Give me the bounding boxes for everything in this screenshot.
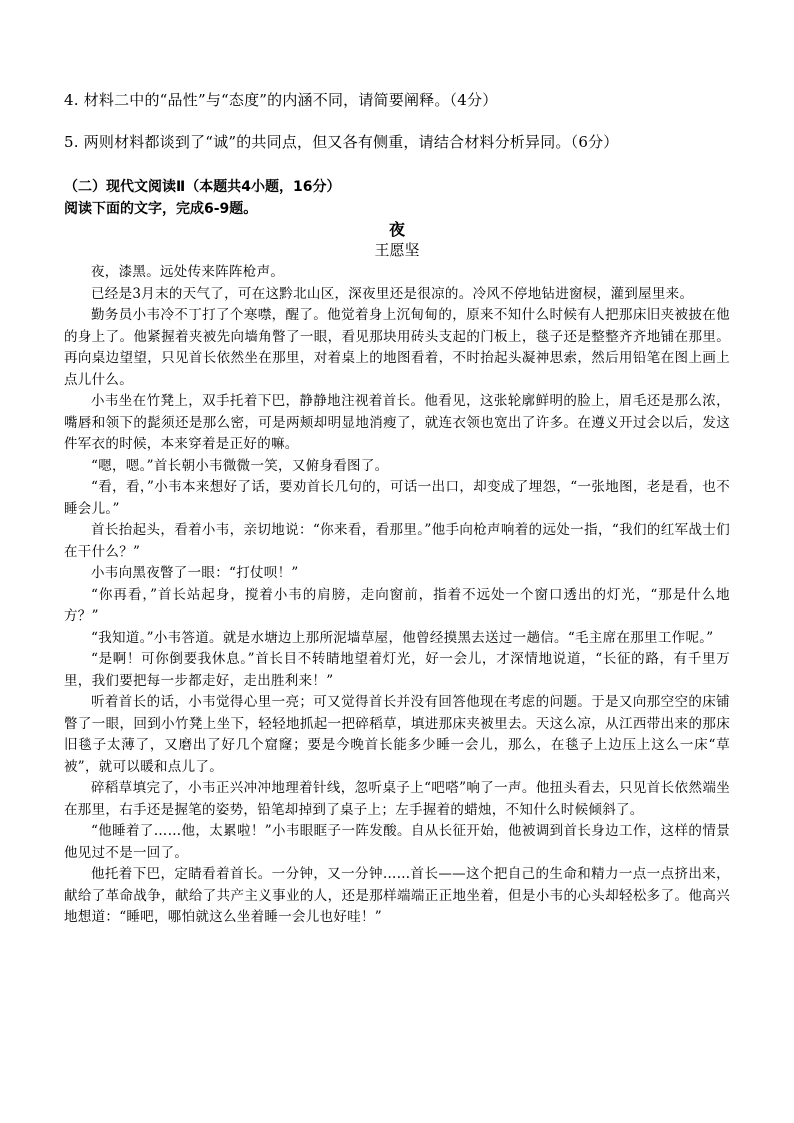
story-paragraph: 首长抬起头，看着小韦，亲切地说：“你来看，看那里。”他手向枪声响着的远处一指，“我们的红军战士们在干什么？”: [64, 522, 730, 560]
story-paragraph: 碎稻草填完了，小韦正兴冲冲地理着针线，忽听桌子上“吧嗒”响了一声。他扭头看去，只见首长依然端坐在那里，右手还是握笔的姿势，铅笔却掉到了桌子上；左手握着的蜡烛，不知什么时候倾斜了。: [64, 780, 730, 818]
story-paragraph: 小韦向黑夜瞥了一眼：“打仗呗！”: [91, 565, 299, 581]
story-body: [64, 262, 730, 929]
section-heading: （二）现代文阅读Ⅱ（本题共4小题，16分）: [64, 179, 341, 195]
story-title: 夜: [388, 220, 405, 239]
question-4: 4. 材料二中的“品性”与“态度”的内涵不同，请简要阐释。（4分）: [64, 91, 498, 109]
section-instruction: 阅读下面的文字，完成6-9题。: [64, 201, 258, 217]
story-paragraph: 已经是3月末的天气了，可在这黔北山区，深夜里还是很凉的。冷风不停地钻进窗棂，灌到屋里来。: [91, 285, 694, 302]
story-paragraph: “是啊！可你倒要我休息。”首长目不转睛地望着灯光，好一会儿，才深情地说道，“长征的路，有千里万里，我们要把每一步都走好，走出胜利来！”: [64, 651, 730, 689]
story-paragraph: 夜，漆黑。远处传来阵阵枪声。: [91, 264, 285, 280]
story-paragraph: “我知道。”小韦答道。就是水塘边上那所泥墙草屋，他曾经摸黑去送过一趟信。“毛主席在那里工作呢。”: [91, 629, 714, 646]
story-author: 王愿坚: [374, 241, 420, 259]
story-paragraph: 小韦坐在竹凳上，双手托着下巴，静静地注视着首长。他看见，这张轮廓鲜明的脸上，眉毛还是那么浓，嘴唇和领下的髭须还是那么密，可是两颊却明显地消瘦了，就连衣领也宽出了许多。在遵义开过会以后，发这件军衣的时候，本来穿着是正好的嘛。: [64, 393, 730, 452]
story-paragraph: “他睡着了……他，太累啦！”小韦眼眶子一阵发酸。自从长征开始，他被调到首长身边工作，这样的情景他见过不是一回了。: [64, 823, 730, 861]
story-paragraph: “你再看，”首长站起身，搅着小韦的肩膀，走向窗前，指着不远处一个窗口透出的灯光，“那是什么地方？”: [64, 586, 730, 624]
story-paragraph: “看，看，”小韦本来想好了话，要劝首长几句的，可话一出口，却变成了埋怨，“一张地图，老是看，也不睡会儿。”: [64, 479, 730, 517]
story-paragraph: “嗯，嗯。”首长朝小韦微微一笑，又俯身看图了。: [91, 457, 389, 474]
question-5: 5. 两则材料都谈到了“诚”的共同点，但又各有侧重，请结合材料分析异同。（6分）: [64, 133, 619, 151]
story-paragraph: 听着首长的话，小韦觉得心里一亮；可又觉得首长并没有回答他现在考虑的问题。于是又向那空空的床铺瞥了一眼，回到小竹凳上坐下，轻轻地抓起一把碎稻草，填进那床夹被里去。天这么凉，从江西带出来的那床旧毯子太薄了，又磨出了好几个窟窿；要是今晚首长能多少睡一会儿，那么，在毯子上边压上这么一床“草被”，就可以暖和点儿了。: [64, 694, 730, 775]
story-paragraph: 勤务员小韦冷不丁打了个寒噤，醒了。他觉着身上沉甸甸的，原来不知什么时候有人把那床旧夹被披在他的身上了。他紧握着夹被先向墙角瞥了一眼，看见那块用砖头支起的门板上，毯子还是整整齐齐地铺在那里。再向桌边望望，只见首长依然坐在那里，对着桌上的地图看着，不时抬起头凝神思索，然后用铅笔在图上画上点儿什么。: [64, 307, 730, 388]
story-paragraph: 他托着下巴，定睛看着首长。一分钟，又一分钟……首长——这个把自己的生命和精力一点一点挤出来，献给了革命战争，献给了共产主义事业的人，还是那样端端正正地坐着，但是小韦的心头却轻松多了。他高兴地想道：“睡吧，哪怕就这么坐着睡一会儿也好哇！”: [64, 866, 730, 925]
